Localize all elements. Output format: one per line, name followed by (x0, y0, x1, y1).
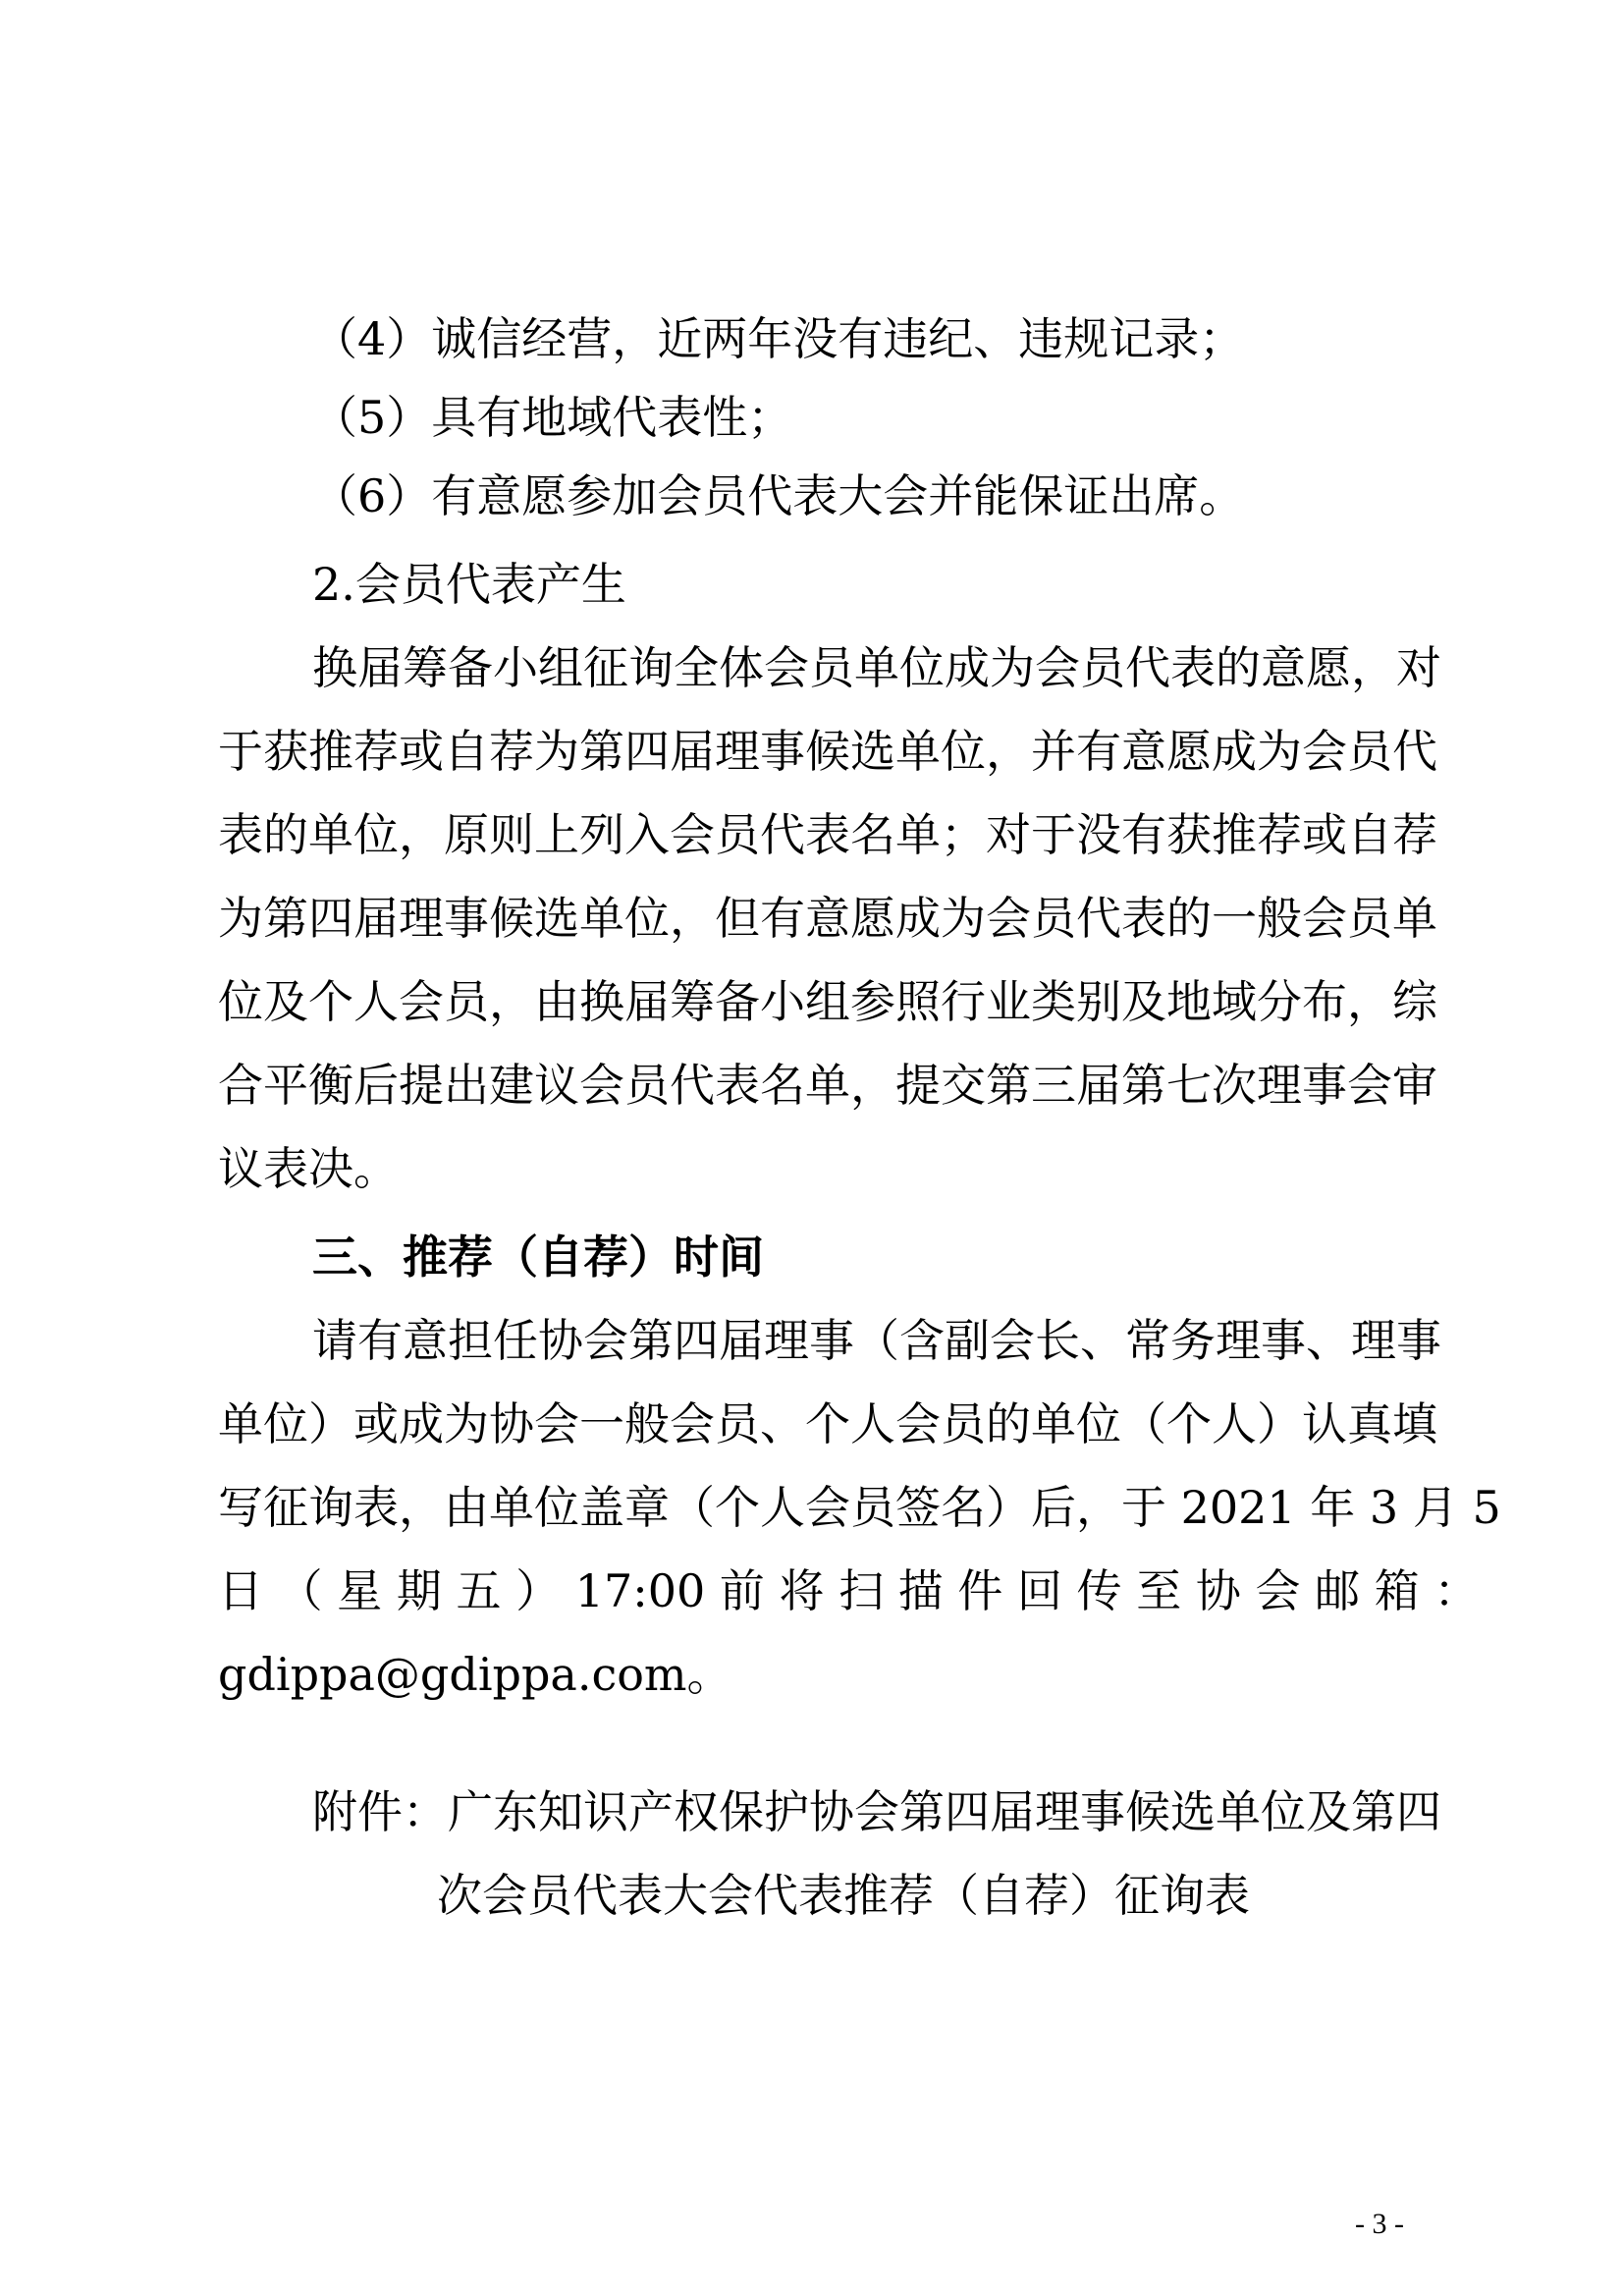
paragraph-line: 位及个人会员，由换届筹备小组参照行业类别及地域分布，综 (218, 975, 1437, 1028)
email-address: gdippa@gdippa.com。 (218, 1648, 732, 1701)
criterion-item-6: （6）有意愿参加会员代表大会并能保证出席。 (312, 469, 1245, 522)
section-2-heading: 2.会员代表产生 (312, 558, 626, 611)
section-3-heading: 三、推荐（自荐）时间 (312, 1230, 764, 1284)
attachment-line-2: 次会员代表大会代表推荐（自荐）征询表 (437, 1869, 1250, 1922)
paragraph-line: 单位）或成为协会一般会员、个人会员的单位（个人）认真填 (218, 1397, 1437, 1450)
paragraph-line: 合平衡后提出建议会员代表名单，提交第三届第七次理事会审 (218, 1059, 1437, 1112)
paragraph-line: 议表决。 (218, 1142, 399, 1195)
attachment-line-1: 附件：广东知识产权保护协会第四届理事候选单位及第四 (312, 1785, 1441, 1838)
paragraph-line: 写征询表，由单位盖章（个人会员签名）后，于 2021 年 3 月 5 (218, 1481, 1501, 1534)
paragraph-line: 换届筹备小组征询全体会员单位成为会员代表的意愿，对 (312, 641, 1441, 694)
paragraph-line: 表的单位，原则上列入会员代表名单；对于没有获推荐或自荐 (218, 808, 1437, 861)
paragraph-line: 于获推荐或自荐为第四届理事候选单位，并有意愿成为会员代 (218, 725, 1437, 778)
page-number: - 3 - (1355, 2208, 1404, 2240)
paragraph-line: 请有意担任协会第四届理事（含副会长、常务理事、理事 (312, 1314, 1441, 1367)
paragraph-line: 为第四届理事候选单位，但有意愿成为会员代表的一般会员单 (218, 892, 1437, 945)
criterion-item-5: （5）具有地域代表性； (312, 391, 793, 444)
criterion-item-4: （4）诚信经营，近两年没有违纪、违规记录； (312, 312, 1245, 365)
paragraph-line: 日 （ 星 期 五 ） 17:00 前 将 扫 描 件 回 传 至 协 会 邮 箱 ： (218, 1564, 1480, 1617)
